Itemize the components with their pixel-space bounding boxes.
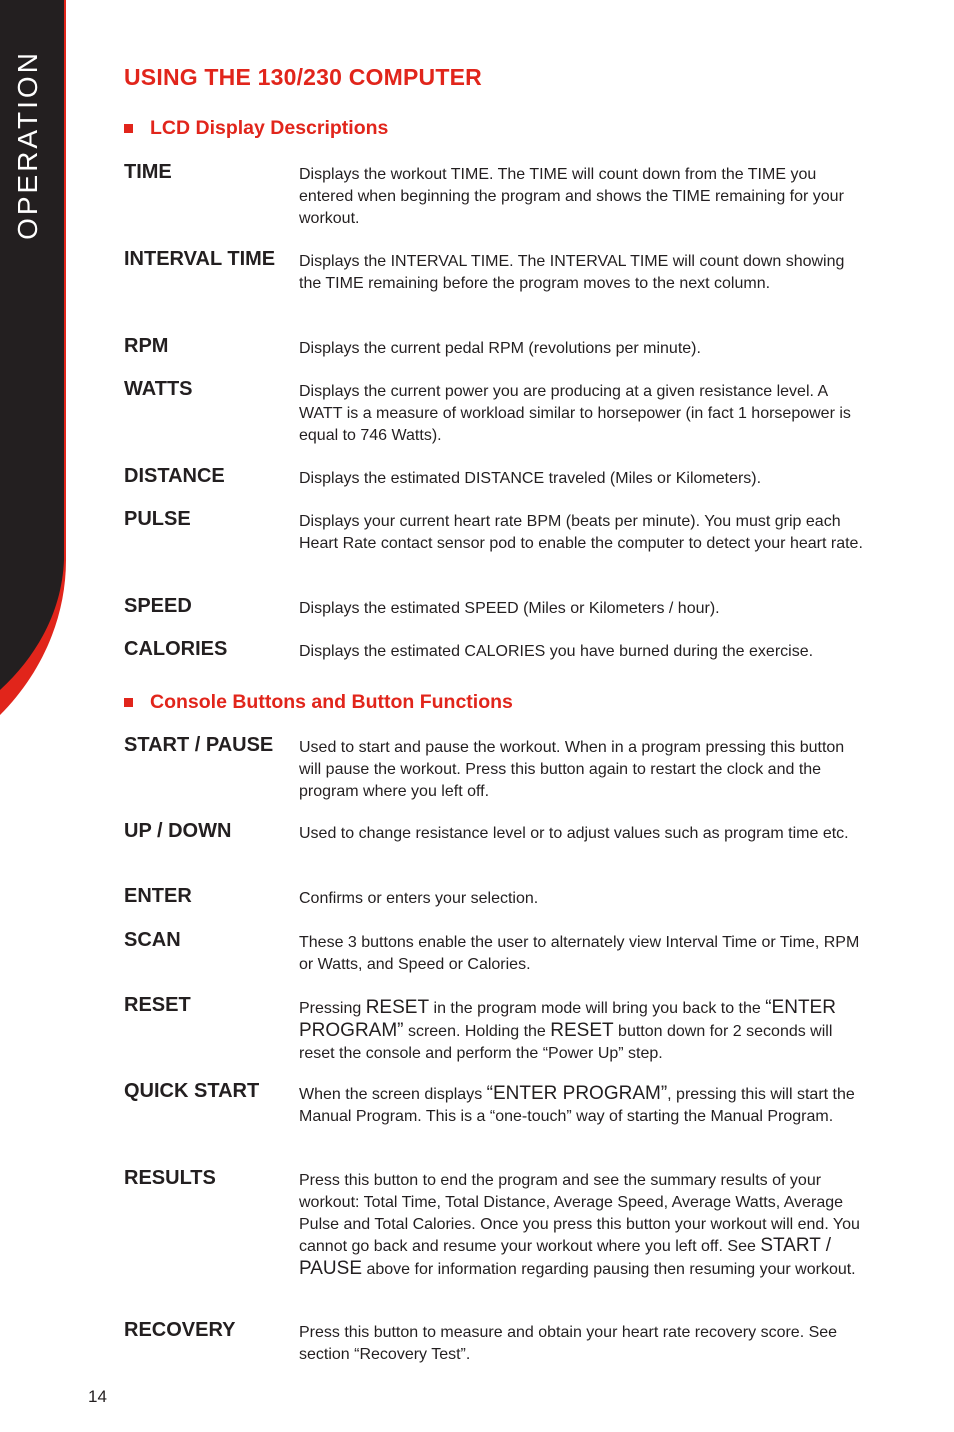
desc-text: Press this button to end the program and see the summary results of your workout: Total Time, Total Distance, Average Speed, Average Watts, Average Pulse and Total Calories. Once you press this button your workout will end. You cannot go back and resume your workout where you left off. See: [299, 1172, 860, 1256]
term-label: RECOVERY: [124, 1319, 236, 1341]
term-description: [299, 1170, 864, 1281]
term-label: DISTANCE: [124, 465, 225, 487]
term-label: RPM: [124, 335, 169, 357]
section-heading-text: LCD Display Descriptions: [150, 117, 389, 139]
term-label: QUICK START: [124, 1080, 260, 1102]
term-description: Displays the current pedal RPM (revolutions per minute).: [299, 340, 701, 357]
button-reference: RESET: [550, 1019, 614, 1041]
desc-text: in the program mode will bring you back to the: [429, 1000, 766, 1017]
term-label: PULSE: [124, 508, 191, 530]
term-description: Used to change resistance level or to adjust values such as program time etc.: [299, 825, 849, 842]
term-label: INTERVAL TIME: [124, 248, 276, 270]
page-number: 14: [88, 1387, 107, 1406]
sidebar-section-label: [10, 50, 46, 240]
term-description: Displays the current power you are producing at a given resistance level. A WATT is a measure of workload similar to horsepower (in fact 1 horsepower is equal to 746 Watts).: [299, 383, 851, 444]
screen-reference: “ENTER PROGRAM”: [299, 997, 836, 1041]
term-label: RESET: [124, 994, 191, 1016]
button-reference: START / PAUSE: [299, 1235, 832, 1280]
term-description: [299, 997, 864, 1064]
square-bullet-icon: [124, 124, 133, 133]
term-description: Displays the estimated SPEED (Miles or Kilometers / hour).: [299, 600, 720, 617]
section-heading-lcd: [124, 117, 388, 140]
term-label: SPEED: [124, 595, 192, 617]
term-description: Displays the estimated DISTANCE traveled (Miles or Kilometers).: [299, 470, 762, 487]
term-description: Displays the workout TIME. The TIME will count down from the TIME you entered when beginning the program and shows the TIME remaining for your workout.: [299, 166, 844, 227]
term-description: Confirms or enters your selection.: [299, 890, 539, 907]
square-bullet-icon: [124, 698, 133, 707]
term-description: Displays your current heart rate BPM (beats per minute). You must grip each Heart Rate contact sensor pod to enable the computer to detect your heart rate.: [299, 513, 863, 552]
term-label: WATTS: [124, 378, 193, 400]
button-reference: RESET: [365, 997, 430, 1018]
term-label: SCAN: [124, 929, 181, 951]
section-heading-buttons: [124, 691, 513, 714]
desc-text: When the screen displays: [299, 1086, 487, 1103]
desc-text: screen. Holding the: [403, 1022, 551, 1040]
term-label: START / PAUSE: [124, 734, 274, 756]
term-description: These 3 buttons enable the user to alternately view Interval Time or Time, RPM or Watts, and Speed or Calories.: [299, 934, 860, 973]
desc-text: button down for 2 seconds will reset the console and perform the “Power Up” step.: [299, 1022, 833, 1062]
term-description: Displays the estimated CALORIES you have burned during the exercise.: [299, 643, 814, 660]
term-description: [299, 1083, 864, 1128]
desc-text: above for information regarding pausing then resuming your workout.: [362, 1261, 856, 1279]
screen-reference: “ENTER PROGRAM”: [486, 1083, 668, 1104]
desc-text: , pressing this will start the Manual Program. This is a “one-touch” way of starting the Manual Program.: [299, 1086, 855, 1125]
term-description: Displays the INTERVAL TIME. The INTERVAL TIME will count down showing the TIME remaining before the program moves to the next column.: [299, 253, 845, 292]
term-label: ENTER: [124, 885, 192, 907]
section-heading-text: Console Buttons and Button Functions: [150, 691, 513, 713]
sidebar-label-text: OPERATION: [12, 50, 43, 240]
term-description: Press this button to measure and obtain your heart rate recovery score. See section “Recovery Test”.: [299, 1324, 838, 1363]
term-label: UP / DOWN: [124, 820, 232, 842]
desc-text: Pressing: [299, 1000, 366, 1017]
term-label: RESULTS: [124, 1167, 216, 1189]
term-description: Used to start and pause the workout. When in a program pressing this button will pause the workout. Press this button again to restart the clock and the program where you left off.: [299, 739, 845, 800]
page-title: USING THE 130/230 COMPUTER: [124, 64, 482, 90]
term-label: TIME: [124, 161, 172, 183]
term-label: CALORIES: [124, 638, 228, 660]
